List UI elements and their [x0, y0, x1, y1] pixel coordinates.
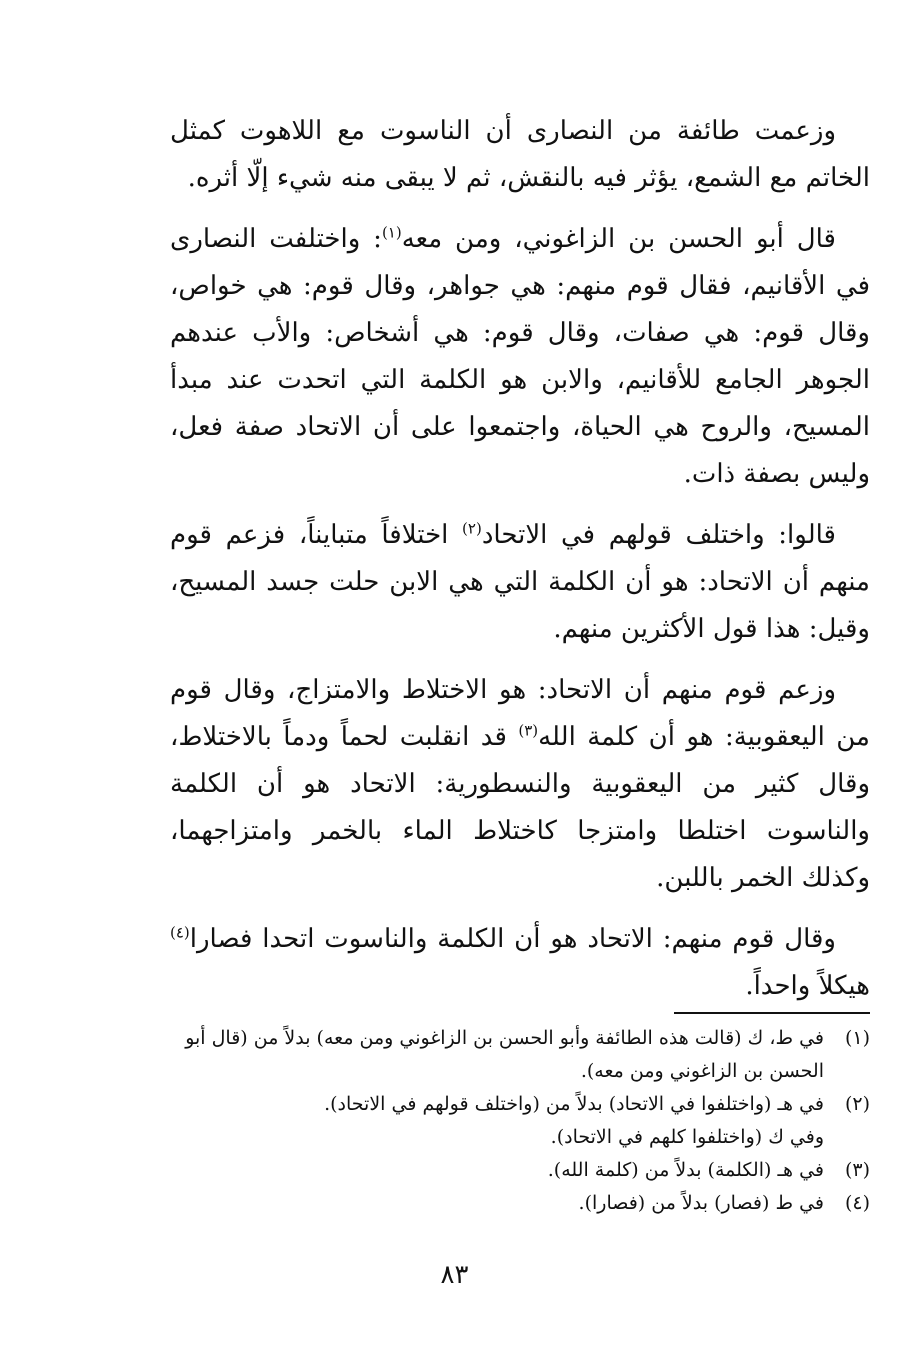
footnote-1-continuation: الحسن بن الزاغوني ومن معه). [580, 1060, 824, 1082]
footnote-ref-1: (١) [381, 223, 402, 242]
footnote-text: في ط (فصار) بدلاً من (فصارا). [578, 1192, 824, 1214]
footnote-number: (٣) [844, 1159, 870, 1181]
footnote-3 [170, 1154, 870, 1187]
footnote-ref-2: (٢) [462, 519, 482, 538]
footnote-ref-4: (٤) [170, 923, 190, 942]
footnote-number: (٢) [844, 1093, 870, 1115]
main-text [170, 108, 870, 1024]
footnotes [170, 1022, 870, 1220]
footnote-text: في ط، ك (قالت هذه الطائفة وأبو الحسن بن الزاغوني ومن معه) بدلاً من (قال أبو [185, 1027, 824, 1049]
paragraph-3: قالوا: واختلف قولهم في الاتحاد$^{(٢)}$ اختلافاً متبايناً، فزعم قوم منهم أن الاتحاد: هو أن الكلمة التي هي الابن حلت جسد المسيح، وقيل: هذا قول الأكثرين منهم. [170, 519, 870, 644]
footnote-2-continuation: وفي ك (واختلفوا كلهم في الاتحاد). [550, 1126, 824, 1148]
footnote-1 [170, 1022, 870, 1055]
page-number: ٨٣ [440, 1260, 469, 1290]
footnote-2 [170, 1088, 870, 1121]
footnote-divider [674, 1012, 870, 1014]
footnote-number: (٤) [844, 1192, 870, 1214]
footnote-ref-3: (٣) [518, 721, 539, 740]
footnote-number: (١) [844, 1027, 870, 1049]
paragraph-2: قال أبو الحسن بن الزاغوني، ومن معه$^{(١)}$: واختلفت النصارى في الأقانيم، فقال قوم منهم: هي جواهر، وقال قوم: هي خواص، وقال قوم: هي صفات، وقال قوم: هي أشخاص: والأب عندهم الجوهر الجامع للأقانيم، والابن هو الكلمة التي اتحدت عند مبدأ المسيح، والروح هي الحياة، واجتمعوا على أن الاتحاد صفة فعل، وليس بصفة ذات. [170, 223, 870, 489]
paragraph-4: وزعم قوم منهم أن الاتحاد: هو الاختلاط والامتزاج، وقال قوم من اليعقوبية: هو أن كلمة الله$^{(٣)}$ قد انقلبت لحماً ودماً بالاختلاط، وقال كثير من اليعقوبية والنسطورية: الاتحاد هو أن الكلمة والناسوت اختلطا وامتزجا كاختلاط الماء بالخمر وامتزاجهما، وكذلك الخمر باللبن. [170, 675, 870, 893]
paragraph-1: وزعمت طائفة من النصارى أن الناسوت مع اللاهوت كمثل الخاتم مع الشمع، يؤثر فيه بالنقش، ثم لا يبقى منه شيء إلّا أثره. [170, 116, 870, 193]
footnote-4 [170, 1187, 870, 1220]
footnote-text: في هـ (الكلمة) بدلاً من (كلمة الله). [547, 1159, 824, 1181]
footnote-text: في هـ (واختلفوا في الاتحاد) بدلاً من (واختلف قولهم في الاتحاد). [324, 1093, 824, 1115]
paragraph-5: وقال قوم منهم: الاتحاد هو أن الكلمة والناسوت اتحدا فصارا$^{(٤)}$ هيكلاً واحداً. [170, 923, 870, 1001]
